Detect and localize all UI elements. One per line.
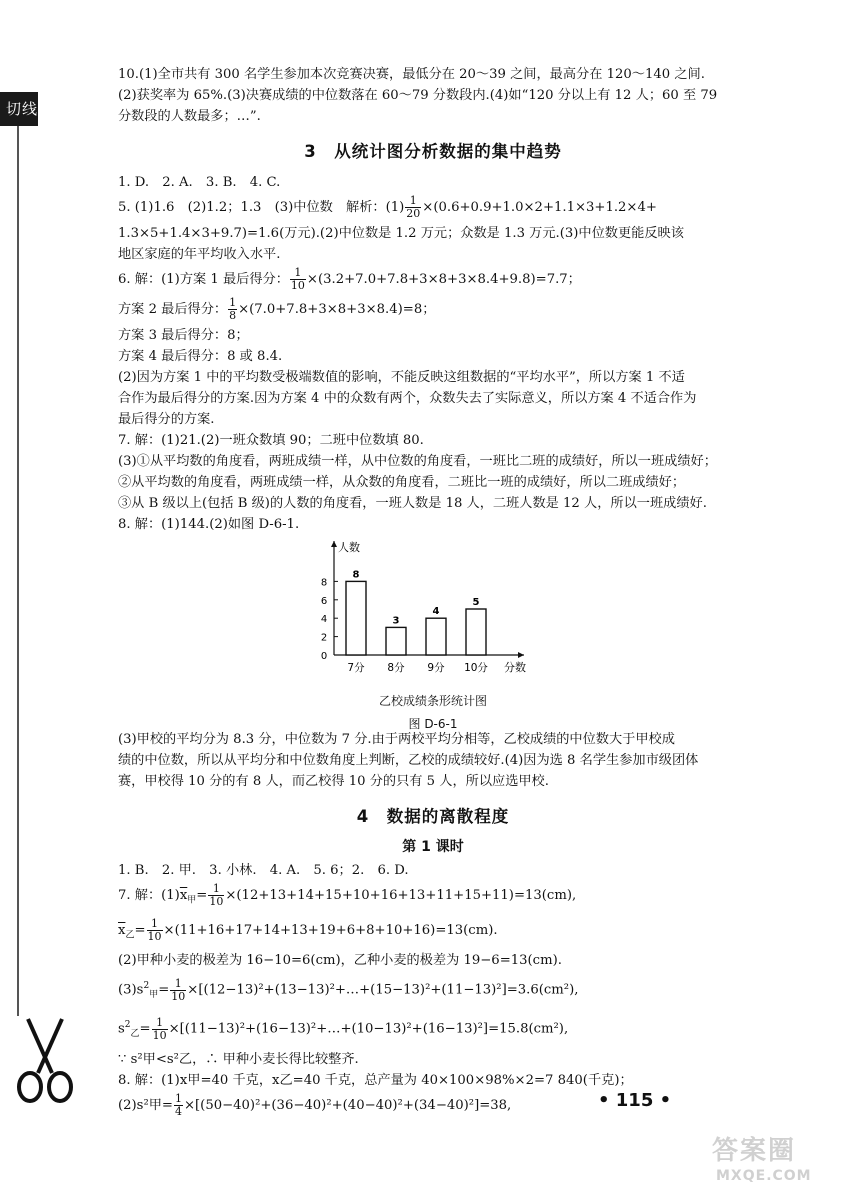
- s3-q8-line3: 绩的中位数，所以从平均分和中位数角度上判断，乙校的成绩较好.(4)因为选 8 名学生参加市级团体: [118, 753, 699, 768]
- frac-denominator: 10: [290, 279, 305, 292]
- y-axis-label: 人数: [338, 541, 360, 554]
- bar-value-label: 5: [472, 597, 480, 608]
- s3-q6-fraction2: [228, 297, 237, 322]
- frac-numerator: 1: [170, 978, 186, 991]
- cut-line-label: 切线: [6, 100, 39, 118]
- q10-line1: 10.(1)全市共有 300 名学生参加本次竞赛决赛，最低分在 20～39 之间，最高分在 120～140 之间.: [118, 67, 705, 82]
- s4-q7-line2: [118, 916, 748, 951]
- s4-q7-line4: $(3)s^2_甲=$ $\frac{1}{10}$ ×[(12−13)²+(13−13)²+…+(15−13)²+(11−13)²]=3.6(cm²),: [118, 976, 579, 1003]
- frac-denominator: 8: [229, 309, 237, 322]
- chart-title: 乙校成绩条形统计图: [378, 694, 487, 708]
- s3-q6-a: 6. 解：(1)方案 1 最后得分：: [118, 272, 289, 287]
- frac-numerator: 1: [174, 1092, 182, 1106]
- s3-q6-c: 方案 2 最后得分：: [118, 302, 228, 317]
- answer-page: [118, 64, 748, 1121]
- s4-q7-line1: [118, 881, 748, 916]
- s3-q7-line3: ②从平均数的角度看，两班成绩一样，从众数的角度看，二班比一班的成绩好，所以二班成绩好；: [118, 475, 686, 490]
- s3-q7-line2: (3)①从平均数的角度看，两班成绩一样，从中位数的角度看，一班比二班的成绩好，所以一班成绩好；: [118, 454, 717, 469]
- sub-jia: 甲: [149, 990, 159, 1001]
- y-axis-arrow: [331, 541, 337, 547]
- y-tick-label: 8: [320, 577, 328, 589]
- figure-label: 图 D-6-1: [408, 717, 458, 731]
- bar-value-label: 3: [392, 615, 400, 627]
- s4-q7-d2: =: [158, 982, 170, 998]
- s3-q6-line3: 方案 3 最后得分：8；: [118, 328, 249, 343]
- sub-yi: 乙: [130, 1029, 140, 1040]
- s4-q7-a3: ×(12+13+14+15+10+16+13+11+15+11)=13(cm),: [225, 888, 577, 903]
- x-tick-label: 8分: [387, 662, 405, 674]
- frac-numerator: 1: [147, 918, 163, 931]
- sub-yi: 乙: [125, 930, 135, 941]
- s4-q7-line6: ∵ s²甲<s²乙，∴ 甲种小麦长得比较整齐.: [118, 1052, 359, 1068]
- s3-q6-line7: 最后得分的方案.: [118, 412, 215, 427]
- frac-numerator: 1: [290, 267, 306, 280]
- s4-q7-d3: ×[(12−13)²+(13−13)²+…+(15−13)²+(11−13)²]=3.6(cm²),: [187, 982, 579, 998]
- s3-answers-1-4: 1. D. 2. A. 3. B. 4. C.: [118, 175, 281, 190]
- x-tick-label: 10分: [464, 662, 488, 674]
- y-tick-label: 2: [320, 632, 328, 644]
- s4-q7-fraction2: [147, 918, 163, 943]
- s4-q7-fraction4: [152, 1017, 168, 1042]
- s3-q7-line1: 7. 解：(1)21.(2)一班众数填 90；二班中位数填 80.: [118, 433, 424, 448]
- s3-q5-a: 5. (1)1.6 (2)1.2；1.3 (3)中位数 解析：(1): [118, 200, 405, 215]
- s3-q5-b: ×(0.6+0.9+1.0×2+1.1×3+1.2×4+: [422, 200, 657, 215]
- y-tick-label: 4: [320, 614, 328, 626]
- bar-9分: [426, 618, 446, 655]
- s3-q6-b: ×(3.2+7.0+7.8+3×8+3×8.4+9.8)=7.7；: [306, 272, 581, 287]
- s3-q5-fraction: [405, 195, 421, 220]
- bar-chart: [298, 539, 538, 689]
- s3-q6-line2: [118, 295, 748, 325]
- s3-q6-fraction1: [290, 267, 306, 292]
- s4-q7-line3: (2)甲种小麦的极差为 16−10=6(cm)，乙种小麦的极差为 19−6=13(cm).: [118, 953, 562, 969]
- cut-line-tab: [0, 92, 38, 126]
- frac-denominator: 4: [174, 1105, 182, 1119]
- frac-numerator: 1: [405, 195, 421, 208]
- s4-q7-b3: ×(11+16+17+14+13+19+6+8+10+16)=13(cm).: [163, 922, 498, 938]
- x-axis-label: 分数: [504, 661, 526, 674]
- s3-q6-line1: [118, 265, 748, 295]
- frac-denominator: 10: [147, 929, 162, 943]
- bar-10分: [466, 609, 486, 655]
- xbar-jia: $\overline{x}$: [179, 888, 188, 903]
- frac-numerator: 1: [152, 1017, 168, 1030]
- s3-q8-line1: 8. 解：(1)144.(2)如图 D-6-1.: [118, 517, 300, 532]
- bar-8分: [386, 627, 406, 655]
- s4-q7-b2: =: [134, 922, 146, 938]
- s4-q7-e3: ×[(11−13)²+(16−13)²+…+(10−13)²+(16−13)²]=15.8(cm²),: [168, 1021, 569, 1037]
- watermark-url: MXQE.COM: [716, 1168, 812, 1184]
- s4-q7-d1: (3)s: [118, 982, 144, 998]
- y-tick-label: 6: [320, 595, 328, 607]
- frac-denominator: 10: [171, 989, 186, 1003]
- page-number: • 115 •: [598, 1090, 672, 1111]
- scissors-icon: [0, 1015, 90, 1105]
- s3-q5-line3: 地区家庭的年平均收入水平.: [118, 247, 281, 262]
- s3-q6-line5: (2)因为方案 1 中的平均数受极端数值的影响，不能反映这组数据的“平均水平”，所以方案 1 不适: [118, 370, 685, 385]
- x-tick-label: 9分: [427, 662, 445, 674]
- y-tick-label: 0: [320, 651, 328, 662]
- section4-title: 4 数据的离散程度: [356, 807, 510, 826]
- s3-q5-line2: 1.3×5+1.4×3+9.7)=1.6(万元).(2)中位数是 1.2 万元；众数是 1.3 万元.(3)中位数更能反映该: [118, 226, 684, 241]
- q10-line2: (2)获奖率为 65%.(3)决赛成绩的中位数落在 60～79 分数段内.(4)如“120 分以上有 12 人；60 至 79: [118, 88, 718, 103]
- bar-value-label: 8: [352, 569, 360, 581]
- frac-denominator: 10: [209, 895, 224, 908]
- frac-denominator: 10: [152, 1028, 167, 1042]
- frac-numerator: 1: [208, 883, 224, 896]
- frac-numerator: 1: [229, 296, 237, 309]
- s3-q8-line4: 赛，甲校得 10 分的有 8 人，而乙校得 10 分的只有 5 人，所以应选甲校.: [118, 774, 549, 789]
- s3-q6-line6: 合作为最后得分的方案.因为方案 4 中的众数有两个，众数失去了实际意义，所以方案 4 不适合作为: [118, 391, 697, 406]
- s4-q8-line1: 8. 解：(1)x甲=40 千克，x乙=40 千克，总产量为 40×100×98%×2=7 840(千克)；: [118, 1073, 633, 1089]
- s3-q8-line2: (3)甲校的平均分为 8.3 分，中位数为 7 分.由于两校平均分相等，乙校成绩的中位数大于甲校成: [118, 732, 675, 747]
- s4-q7-fraction3: [170, 978, 186, 1003]
- bar-7分: [346, 581, 366, 655]
- s3-q5-line1: [118, 193, 748, 223]
- s4-answers-1-6: 1. B. 2. 甲. 3. 小林. 4. A. 5. 6；2. 6. D.: [118, 863, 409, 878]
- frac-denominator: 20: [406, 207, 421, 220]
- bar-chart-figure: [118, 539, 748, 731]
- watermark-logo: 答案圈: [712, 1136, 797, 1166]
- sub-jia: 甲: [187, 895, 197, 906]
- s3-q6-d: ×(7.0+7.8+3×8+3×8.4)=8；: [238, 302, 436, 317]
- s4-q7-a1: 7. 解：(1): [118, 888, 180, 903]
- section4-subtitle: 第 1 课时: [402, 839, 464, 855]
- s3-q6-line4: 方案 4 最后得分：8 或 8.4.: [118, 349, 283, 364]
- xbar-yi: $\overline{x}$: [118, 922, 126, 938]
- s4-q8-fraction: [174, 1093, 183, 1118]
- s4-q7-e1: s: [118, 1021, 125, 1037]
- section3-title: 3 从统计图分析数据的集中趋势: [304, 142, 562, 161]
- s4-q8-b2: ×[(50−40)²+(36−40)²+(40−40)²+(34−40)²]=38,: [183, 1098, 512, 1114]
- bar-value-label: 4: [432, 606, 440, 618]
- s4-q7-a2: =: [196, 888, 208, 903]
- s4-q7-line5: $s^2_乙=$ $\frac{1}{10}$ ×[(11−13)²+(16−13)²+…+(10−13)²+(16−13)²]=15.8(cm²),: [118, 1015, 569, 1042]
- s4-q7-e2: =: [139, 1021, 151, 1037]
- s3-q7-line4: ③从 B 级以上(包括 B 级)的人数的角度看，一班人数是 18 人，二班人数是 12 人，所以一班成绩好.: [118, 496, 707, 511]
- cut-line: [17, 126, 19, 1016]
- x-axis-arrow: [518, 652, 524, 658]
- q10-line3: 分数段的人数最多；…”.: [118, 109, 261, 124]
- s4-q8-b1: (2)s²甲=: [118, 1098, 173, 1114]
- s4-q7-fraction1: [208, 883, 224, 908]
- x-tick-label: 7分: [347, 662, 365, 674]
